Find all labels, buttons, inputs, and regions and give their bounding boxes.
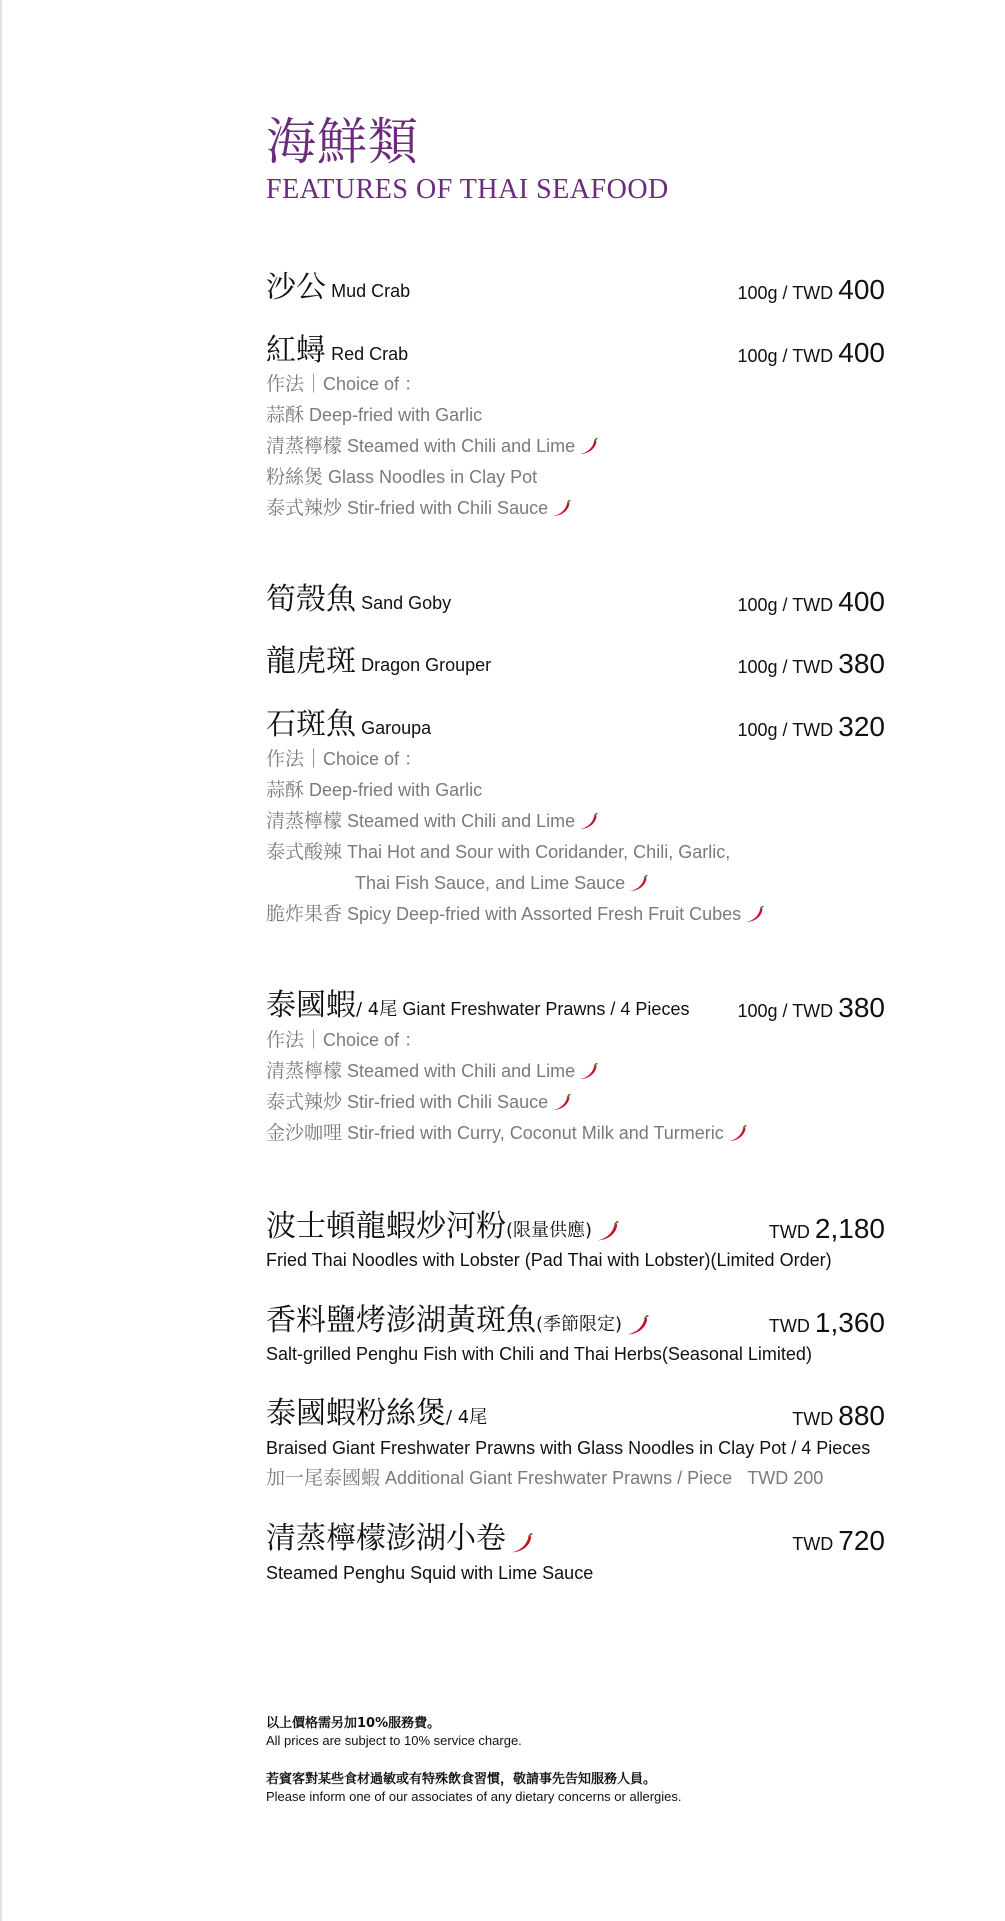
price-value: 2,180 bbox=[814, 1213, 885, 1244]
choice-option: 脆炸果香 Spicy Deep-fried with Assorted Fresh Fruit Cubes bbox=[266, 902, 764, 926]
choice-option: 粉絲煲 Glass Noodles in Clay Pot bbox=[266, 466, 538, 488]
menu-item-giant-prawns bbox=[266, 986, 885, 1024]
price-unit: 100g / TWD bbox=[737, 720, 834, 740]
item-name-zh: 清蒸檸檬澎湖小卷 bbox=[266, 1521, 506, 1556]
price-value: 1,360 bbox=[814, 1307, 885, 1338]
section-title-en: FEATURES OF THAI SEAFOOD bbox=[266, 174, 669, 205]
price-value: 400 bbox=[838, 274, 885, 305]
price-unit: 100g / TWD bbox=[737, 1001, 834, 1021]
choice-option: 清蒸檸檬 Steamed with Chili and Lime bbox=[266, 809, 598, 833]
allergy-note-en: Please inform one of our associates of any dietary concerns or allergies. bbox=[266, 1789, 682, 1804]
section-title-zh: 海鮮類 bbox=[266, 113, 419, 171]
chili-pepper-icon bbox=[551, 500, 571, 518]
choice-option-continued: Thai Fish Sauce, and Lime Sauce bbox=[355, 871, 648, 895]
menu-item-penghu-squid bbox=[266, 1519, 885, 1557]
price-value: 320 bbox=[838, 711, 885, 742]
item-description-en: Salt-grilled Penghu Fish with Chili and Thai Herbs(Seasonal Limited) bbox=[266, 1344, 812, 1364]
chili-pepper-icon bbox=[595, 1221, 619, 1243]
price-unit: 100g / TWD bbox=[737, 346, 834, 366]
chili-pepper-icon bbox=[551, 1094, 571, 1112]
price-unit: TWD bbox=[792, 1534, 834, 1554]
choice-option: 泰式酸辣 Thai Hot and Sour with Coridander, Chili, Garlic, bbox=[266, 841, 731, 863]
price-value: 400 bbox=[838, 337, 885, 368]
item-name-en: Red Crab bbox=[331, 344, 409, 364]
chili-pepper-icon bbox=[578, 813, 598, 831]
chili-pepper-icon bbox=[628, 875, 648, 893]
service-charge-note-en: All prices are subject to 10% service charge. bbox=[266, 1733, 522, 1748]
item-name-en: Giant Freshwater Prawns / 4 Pieces bbox=[402, 999, 690, 1019]
price-value: 880 bbox=[838, 1400, 885, 1431]
menu-item-prawn-clay-pot bbox=[266, 1394, 885, 1432]
menu-item-dragon-grouper bbox=[266, 642, 885, 680]
menu-item-sand-goby bbox=[266, 580, 885, 618]
choice-of-label: 作法｜Choice of ： bbox=[266, 373, 423, 395]
item-note: (季節限定) bbox=[536, 1314, 623, 1335]
allergy-note-zh: 若賓客對某些食材過敏或有特殊飲食習慣，敬請事先告知服務人員。 bbox=[266, 1772, 657, 1787]
page-edge-line bbox=[0, 0, 2, 1921]
item-name-zh: 泰國蝦粉絲煲 bbox=[266, 1396, 446, 1431]
item-count: / 4尾 bbox=[446, 1407, 488, 1428]
choice-option: 泰式辣炒 Stir-fried with Chili Sauce bbox=[266, 496, 571, 520]
price-value: 380 bbox=[838, 648, 885, 679]
chili-pepper-icon bbox=[578, 438, 598, 456]
item-name-zh: 筍殼魚 bbox=[266, 582, 356, 617]
item-name-en: Garoupa bbox=[361, 718, 432, 738]
menu-item-penghu-fish bbox=[266, 1301, 885, 1339]
price-value: 720 bbox=[838, 1525, 885, 1556]
menu-item-red-crab bbox=[266, 331, 885, 369]
menu-item-garoupa bbox=[266, 705, 885, 743]
item-description-en: Fried Thai Noodles with Lobster (Pad Thai with Lobster)(Limited Order) bbox=[266, 1250, 832, 1270]
chili-pepper-icon bbox=[727, 1125, 747, 1143]
choice-option: 清蒸檸檬 Steamed with Chili and Lime bbox=[266, 434, 598, 458]
item-description-en: Steamed Penghu Squid with Lime Sauce bbox=[266, 1563, 594, 1583]
choice-option: 蒜酥 Deep-fried with Garlic bbox=[266, 779, 483, 801]
chili-pepper-icon bbox=[625, 1315, 649, 1337]
item-name-zh: 石斑魚 bbox=[266, 707, 356, 742]
item-name-en: Sand Goby bbox=[361, 593, 452, 613]
item-name-zh: 紅蟳 bbox=[266, 333, 326, 368]
item-name-zh: 香料鹽烤澎湖黃斑魚 bbox=[266, 1303, 536, 1338]
menu-item-mud-crab bbox=[266, 268, 885, 306]
choice-option: 蒜酥 Deep-fried with Garlic bbox=[266, 404, 483, 426]
price-unit: 100g / TWD bbox=[737, 595, 834, 615]
item-description-en: Braised Giant Freshwater Prawns with Glass Noodles in Clay Pot / 4 Pieces bbox=[266, 1438, 871, 1458]
choice-option: 泰式辣炒 Stir-fried with Chili Sauce bbox=[266, 1090, 571, 1114]
chili-pepper-icon bbox=[744, 906, 764, 924]
price-unit: 100g / TWD bbox=[737, 657, 834, 677]
service-charge-note-zh: 以上價格需另加10%服務費。 bbox=[266, 1716, 441, 1731]
item-name-en: Mud Crab bbox=[331, 281, 411, 301]
choice-of-label: 作法｜Choice of ： bbox=[266, 748, 423, 770]
price-value: 400 bbox=[838, 586, 885, 617]
choice-of-label: 作法｜Choice of ： bbox=[266, 1029, 423, 1051]
add-on-option: 加一尾泰國蝦 Additional Giant Freshwater Prawns / Piece TWD 200 bbox=[266, 1467, 824, 1489]
price-unit: TWD bbox=[792, 1409, 834, 1429]
item-name-zh: 沙公 bbox=[266, 270, 326, 305]
chili-pepper-icon bbox=[509, 1533, 533, 1555]
choice-option: 金沙咖哩 Stir-fried with Curry, Coconut Milk and Turmeric bbox=[266, 1121, 747, 1145]
item-note: (限量供應) bbox=[506, 1220, 593, 1241]
item-name-zh: 龍虎斑 bbox=[266, 644, 356, 679]
item-name-zh: 泰國蝦 bbox=[266, 988, 356, 1023]
price-unit: TWD bbox=[768, 1316, 810, 1336]
choice-option: 清蒸檸檬 Steamed with Chili and Lime bbox=[266, 1059, 598, 1083]
item-name-zh: 波士頓龍蝦炒河粉 bbox=[266, 1209, 506, 1244]
chili-pepper-icon bbox=[578, 1063, 598, 1081]
price-unit: TWD bbox=[768, 1222, 810, 1242]
price-value: 380 bbox=[838, 992, 885, 1023]
item-count: / 4尾 bbox=[356, 999, 398, 1020]
price-unit: 100g / TWD bbox=[737, 283, 834, 303]
item-name-en: Dragon Grouper bbox=[361, 655, 492, 675]
menu-item-lobster-noodles bbox=[266, 1207, 885, 1245]
